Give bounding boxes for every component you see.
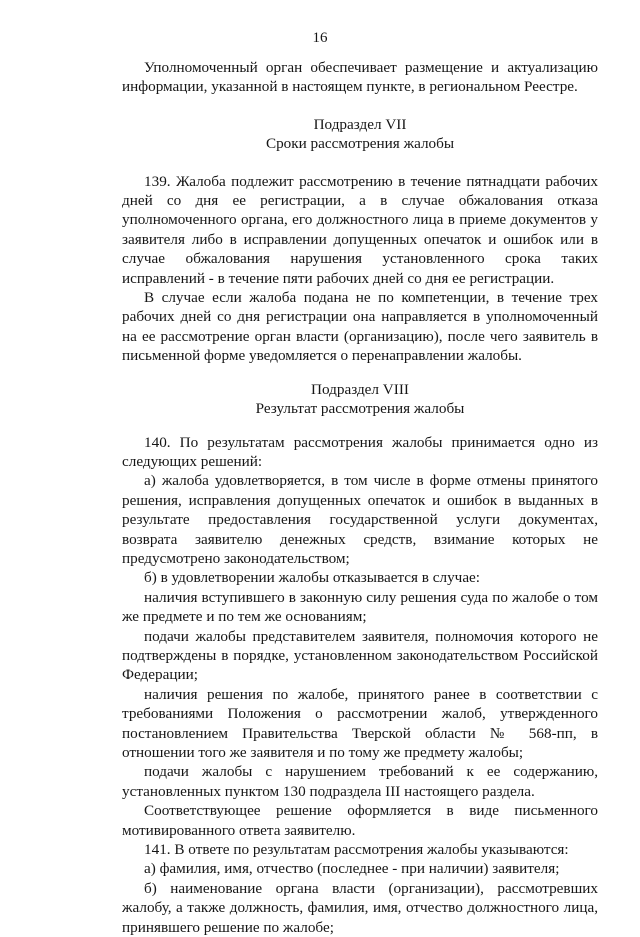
- paragraph-representative: подачи жалобы представителем заявителя, полномочия которого не подтверждены в порядке, установленном законодательством Российской Федерации;: [122, 627, 598, 684]
- paragraph-140: 140. По результатам рассмотрения жалобы принимается одно из следующих решений:: [122, 433, 598, 470]
- subsection-7-title: Сроки рассмотрения жалобы: [265, 135, 455, 153]
- paragraph-141-a: а) фамилия, имя, отчество (последнее - при наличии) заявителя;: [144, 860, 560, 878]
- paragraph-141-b: б) наименование органа власти (организации), рассмотревших жалобу, а также должность, фамилия, имя, отчество должностного лица, принявшего решение по жалобе;: [122, 879, 598, 936]
- paragraph-registry: Уполномоченный орган обеспечивает размещение и актуализацию информации, указанной в настоящем пункте, в региональном Реестре.: [122, 59, 598, 96]
- paragraph-court-decision: наличия вступившего в законную силу решения суда по жалобе о том же предмете и по тем же основаниям;: [122, 588, 598, 626]
- subsection-7-label: Подраздел VII: [313, 115, 407, 133]
- page-number: 16: [312, 30, 328, 46]
- subsection-8-title: Результат рассмотрения жалобы: [255, 400, 465, 418]
- subsection-8-label: Подраздел VIII: [311, 380, 409, 398]
- paragraph-decision-form: Соответствующее решение оформляется в виде письменного мотивированного ответа заявителю.: [122, 802, 598, 839]
- paragraph-140-a: а) жалоба удовлетворяется, в том числе в форме отмены принятого решения, исправления допущенных опечаток и ошибок в выданных в результате предоставления государственной услуги документах, возврата заявителю денежных средств, взимание которых не предусмотрено законодательством;: [122, 472, 598, 567]
- page-content: [122, 58, 598, 937]
- paragraph-139: 139. Жалоба подлежит рассмотрению в течение пятнадцати рабочих дней со дня ее регистрации, а в случае обжалования отказа уполномоченного органа, его должностного лица в приеме документов у заявителя либо в исправлении допущенных опечаток и ошибок или в случае обжалования нарушения установленного срока таких исправлений - в течение пяти рабочих дней со дня ее регистрации.: [122, 172, 598, 287]
- paragraph-140-b: б) в удовлетворении жалобы отказывается в случае:: [144, 569, 481, 587]
- paragraph-redirect: В случае если жалоба подана не по компетенции, в течение трех рабочих дней со дня регистрации она направляется в уполномоченный на ее рассмотрение орган власти (организацию), после чего заявитель в письменной форме уведомляется о перенаправлении жалобы.: [122, 289, 598, 365]
- paragraph-141: 141. В ответе по результатам рассмотрения жалобы указываются:: [144, 841, 569, 859]
- paragraph-prior-decision: наличия решения по жалобе, принятого ранее в соответствии с требованиями Положения о рассмотрении жалоб, утвержденного постановлением Правительства Тверской области № 568-пп, в отношении того же заявителя и по тому же предмету жалобы;: [122, 685, 598, 761]
- paragraph-content-violation: подачи жалобы с нарушением требований к ее содержанию, установленных пунктом 130 подраздела III настоящего раздела.: [122, 763, 598, 800]
